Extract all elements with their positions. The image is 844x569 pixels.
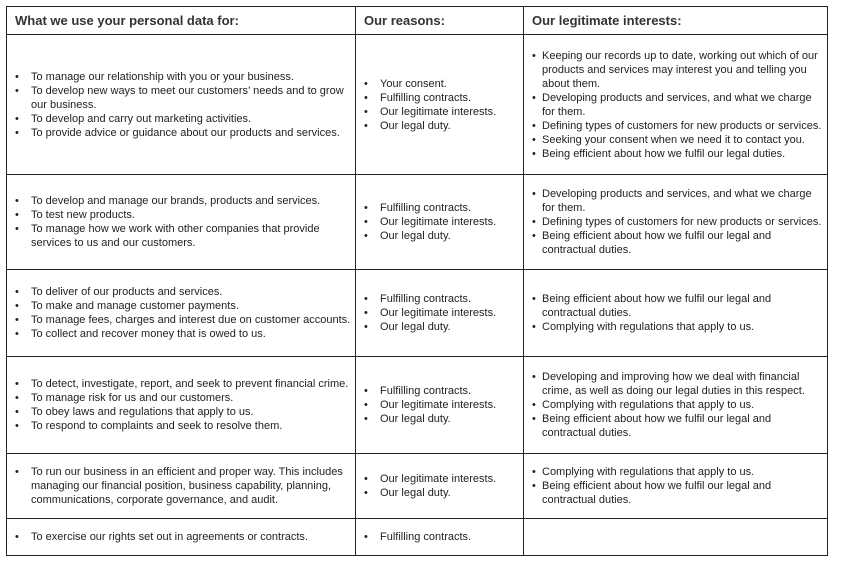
list-item: • To manage fees, charges and interest due on customer accounts. [11,313,351,327]
list-item: • Being efficient about how we fulfil our legal and contractual duties. [528,292,823,320]
reasons-cell [356,270,524,357]
uses-cell [7,270,356,357]
table-row [7,357,828,454]
reasons-cell [356,175,524,270]
reasons-list [360,201,519,243]
list-item: • Our legitimate interests. [360,105,519,119]
list-item: • Our legitimate interests. [360,306,519,320]
list-item: • Our legal duty. [360,412,519,426]
uses-list [11,70,351,140]
uses-list [11,285,351,341]
uses-list [11,194,351,250]
list-item: • Developing and improving how we deal with financial crime, as well as doing our legal duties in this respect. [528,370,823,398]
list-item: • Complying with regulations that apply to us. [528,398,823,412]
uses-cell [7,175,356,270]
reasons-list [360,77,519,133]
uses-cell [7,454,356,519]
table-row [7,270,828,357]
reasons-list [360,384,519,426]
list-item: • To obey laws and regulations that apply to us. [11,405,351,419]
list-item: • Our legal duty. [360,229,519,243]
list-item: • To manage risk for us and our customers. [11,391,351,405]
reasons-list [360,530,519,544]
list-item: • To make and manage customer payments. [11,299,351,313]
data-use-table-wrapper [6,6,828,556]
list-item: • Developing products and services, and what we charge for them. [528,91,823,119]
list-item: • Fulfilling contracts. [360,530,519,544]
interests-cell [524,175,828,270]
list-item: • To provide advice or guidance about our products and services. [11,126,351,140]
uses-cell [7,357,356,454]
list-item: • Our legitimate interests. [360,215,519,229]
reasons-list [360,292,519,334]
list-item: • Defining types of customers for new products or services. [528,119,823,133]
interests-list [528,187,823,257]
list-item: • To manage our relationship with you or your business. [11,70,351,84]
list-item: • To develop new ways to meet our customers’ needs and to grow our business. [11,84,351,112]
list-item: • Defining types of customers for new products or services. [528,215,823,229]
interests-cell [524,35,828,175]
interests-list [528,292,823,334]
interests-list [528,49,823,161]
list-item: • To exercise our rights set out in agreements or contracts. [11,530,351,544]
table-row [7,175,828,270]
header-uses: What we use your personal data for: [7,7,356,35]
uses-cell [7,35,356,175]
list-item: • To test new products. [11,208,351,222]
list-item: • Being efficient about how we fulfil our legal duties. [528,147,823,161]
header-interests: Our legitimate interests: [524,7,828,35]
list-item: • Fulfilling contracts. [360,201,519,215]
list-item: • To detect, investigate, report, and seek to prevent financial crime. [11,377,351,391]
list-item: • To deliver of our products and services. [11,285,351,299]
uses-list [11,465,351,507]
list-item: • Fulfilling contracts. [360,384,519,398]
list-item: • To develop and carry out marketing activities. [11,112,351,126]
list-item: • Developing products and services, and what we charge for them. [528,187,823,215]
data-use-table [6,6,828,556]
reasons-cell [356,357,524,454]
list-item: • Fulfilling contracts. [360,91,519,105]
reasons-cell [356,454,524,519]
list-item: • Keeping our records up to date, working out which of our products and services may interest you and telling you about them. [528,49,823,91]
interests-cell [524,270,828,357]
list-item: • Our legal duty. [360,320,519,334]
list-item: • Our legal duty. [360,486,519,500]
list-item: • Being efficient about how we fulfil our legal and contractual duties. [528,479,823,507]
list-item: • Our legal duty. [360,119,519,133]
uses-cell [7,519,356,556]
uses-list [11,530,351,544]
list-item: • Being efficient about how we fulfil our legal and contractual duties. [528,229,823,257]
list-item: • To respond to complaints and seek to resolve them. [11,419,351,433]
table-row [7,519,828,556]
table-row [7,35,828,175]
reasons-cell [356,35,524,175]
interests-list [528,370,823,440]
reasons-list [360,472,519,500]
interests-cell [524,357,828,454]
list-item: • Your consent. [360,77,519,91]
list-item: • To run our business in an efficient and proper way. This includes managing our financial position, business capability, planning, communications, corporate governance, and audit. [11,465,351,507]
list-item: • Our legitimate interests. [360,472,519,486]
list-item: • Being efficient about how we fulfil our legal and contractual duties. [528,412,823,440]
interests-cell [524,454,828,519]
header-reasons: Our reasons: [356,7,524,35]
list-item: • Complying with regulations that apply to us. [528,465,823,479]
interests-cell-empty [524,519,828,556]
list-item: • To develop and manage our brands, products and services. [11,194,351,208]
reasons-cell [356,519,524,556]
list-item: • Seeking your consent when we need it to contact you. [528,133,823,147]
list-item: • To manage how we work with other companies that provide services to us and our customers. [11,222,351,250]
list-item: • Our legitimate interests. [360,398,519,412]
interests-list [528,465,823,507]
list-item: • Complying with regulations that apply to us. [528,320,823,334]
header-row [7,7,828,35]
list-item: • To collect and recover money that is owed to us. [11,327,351,341]
list-item: • Fulfilling contracts. [360,292,519,306]
uses-list [11,377,351,433]
table-row [7,454,828,519]
